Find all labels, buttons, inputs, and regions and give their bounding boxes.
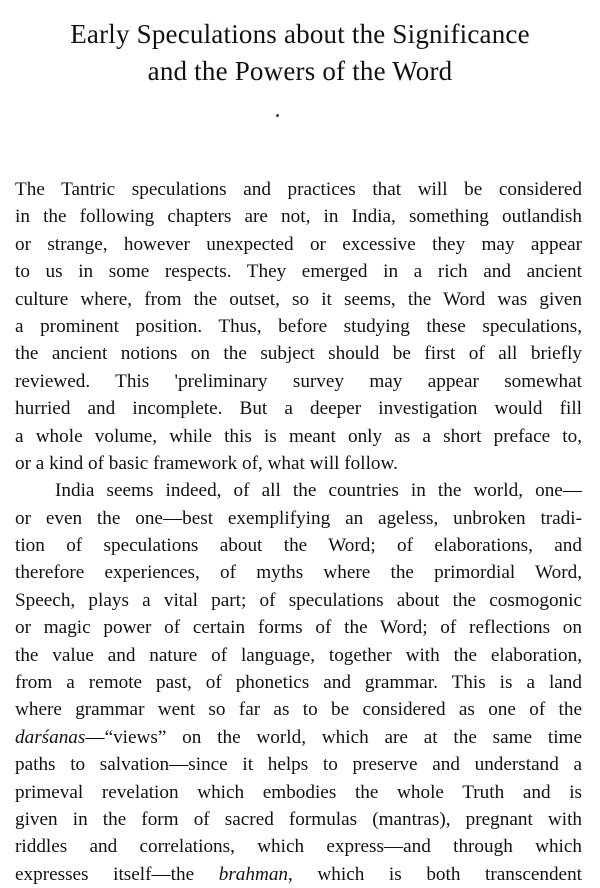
text-line: or strange, however unexpected or excessive they may appear [15,233,582,255]
text-line: tion of speculations about the Word; of elaborations, and [15,535,582,557]
text-line [15,861,582,888]
text-line: culture where, from the outset, so it seems, the Word was given [15,288,582,310]
text-line: or a kind of basic framework of, what will follow. [15,452,398,474]
italic-term-brahman: brahman [218,863,289,885]
text-line: hurried and incomplete. But a deeper investigation would fill [15,398,582,420]
chapter-title [0,16,600,90]
text-line: given in the form of sacred formulas (mantras), pregnant with [15,808,582,830]
text-line: reviewed. This 'preliminary survey may appear somewhat [15,370,582,392]
text-line: a whole volume, while this is meant only as a short preface to, [15,425,582,447]
body-text [15,176,582,888]
text-line: a prominent position. Thus, before studying these speculations, [15,315,582,337]
text-line: primeval revelation which embodies the whole Truth and is [15,781,582,803]
text-line: riddles and correlations, which express—and through which [15,836,582,858]
text-line: the ancient notions on the subject should be first of all briefly [15,343,582,365]
text-line: India seems indeed, of all the countries in the world, one— [55,480,582,502]
chapter-title-line-1: Early Speculations about the Significance [70,19,530,49]
text-span: , which is both transcendent [288,863,582,885]
chapter-title-line-2: and the Powers of the Word [147,56,453,86]
text-line: paths to salvation—since it helps to preserve and understand a [15,754,582,776]
ornament-dot [276,114,279,117]
text-line: therefore experiences, of myths where the primordial Word, [15,562,582,584]
text-line: in the following chapters are not, in India, something outlandish [15,206,582,228]
text-line [15,724,582,751]
text-span: expresses itself—the [15,863,219,885]
paragraph-2 [15,477,582,888]
text-span: —“views” on the world, which are at the same time [85,726,582,748]
text-line: The Tantric speculations and practices that will be considered [15,179,582,200]
text-line: where grammar went so far as to be considered as one of the [15,699,582,721]
italic-term-darsanas: darśanas [15,726,86,748]
text-line: or even the one—best exemplifying an ageless, unbroken tradi- [15,507,582,529]
text-line: the value and nature of language, together with the elaboration, [15,644,582,666]
text-line: Speech, plays a vital part; of speculations about the cosmogonic [15,589,582,611]
text-line: to us in some respects. They emerged in a rich and ancient [15,261,582,283]
paragraph-1 [15,176,582,477]
text-line: from a remote past, of phonetics and grammar. This is a land [15,672,582,694]
text-line: or magic power of certain forms of the Word; of reflections on [15,617,582,639]
